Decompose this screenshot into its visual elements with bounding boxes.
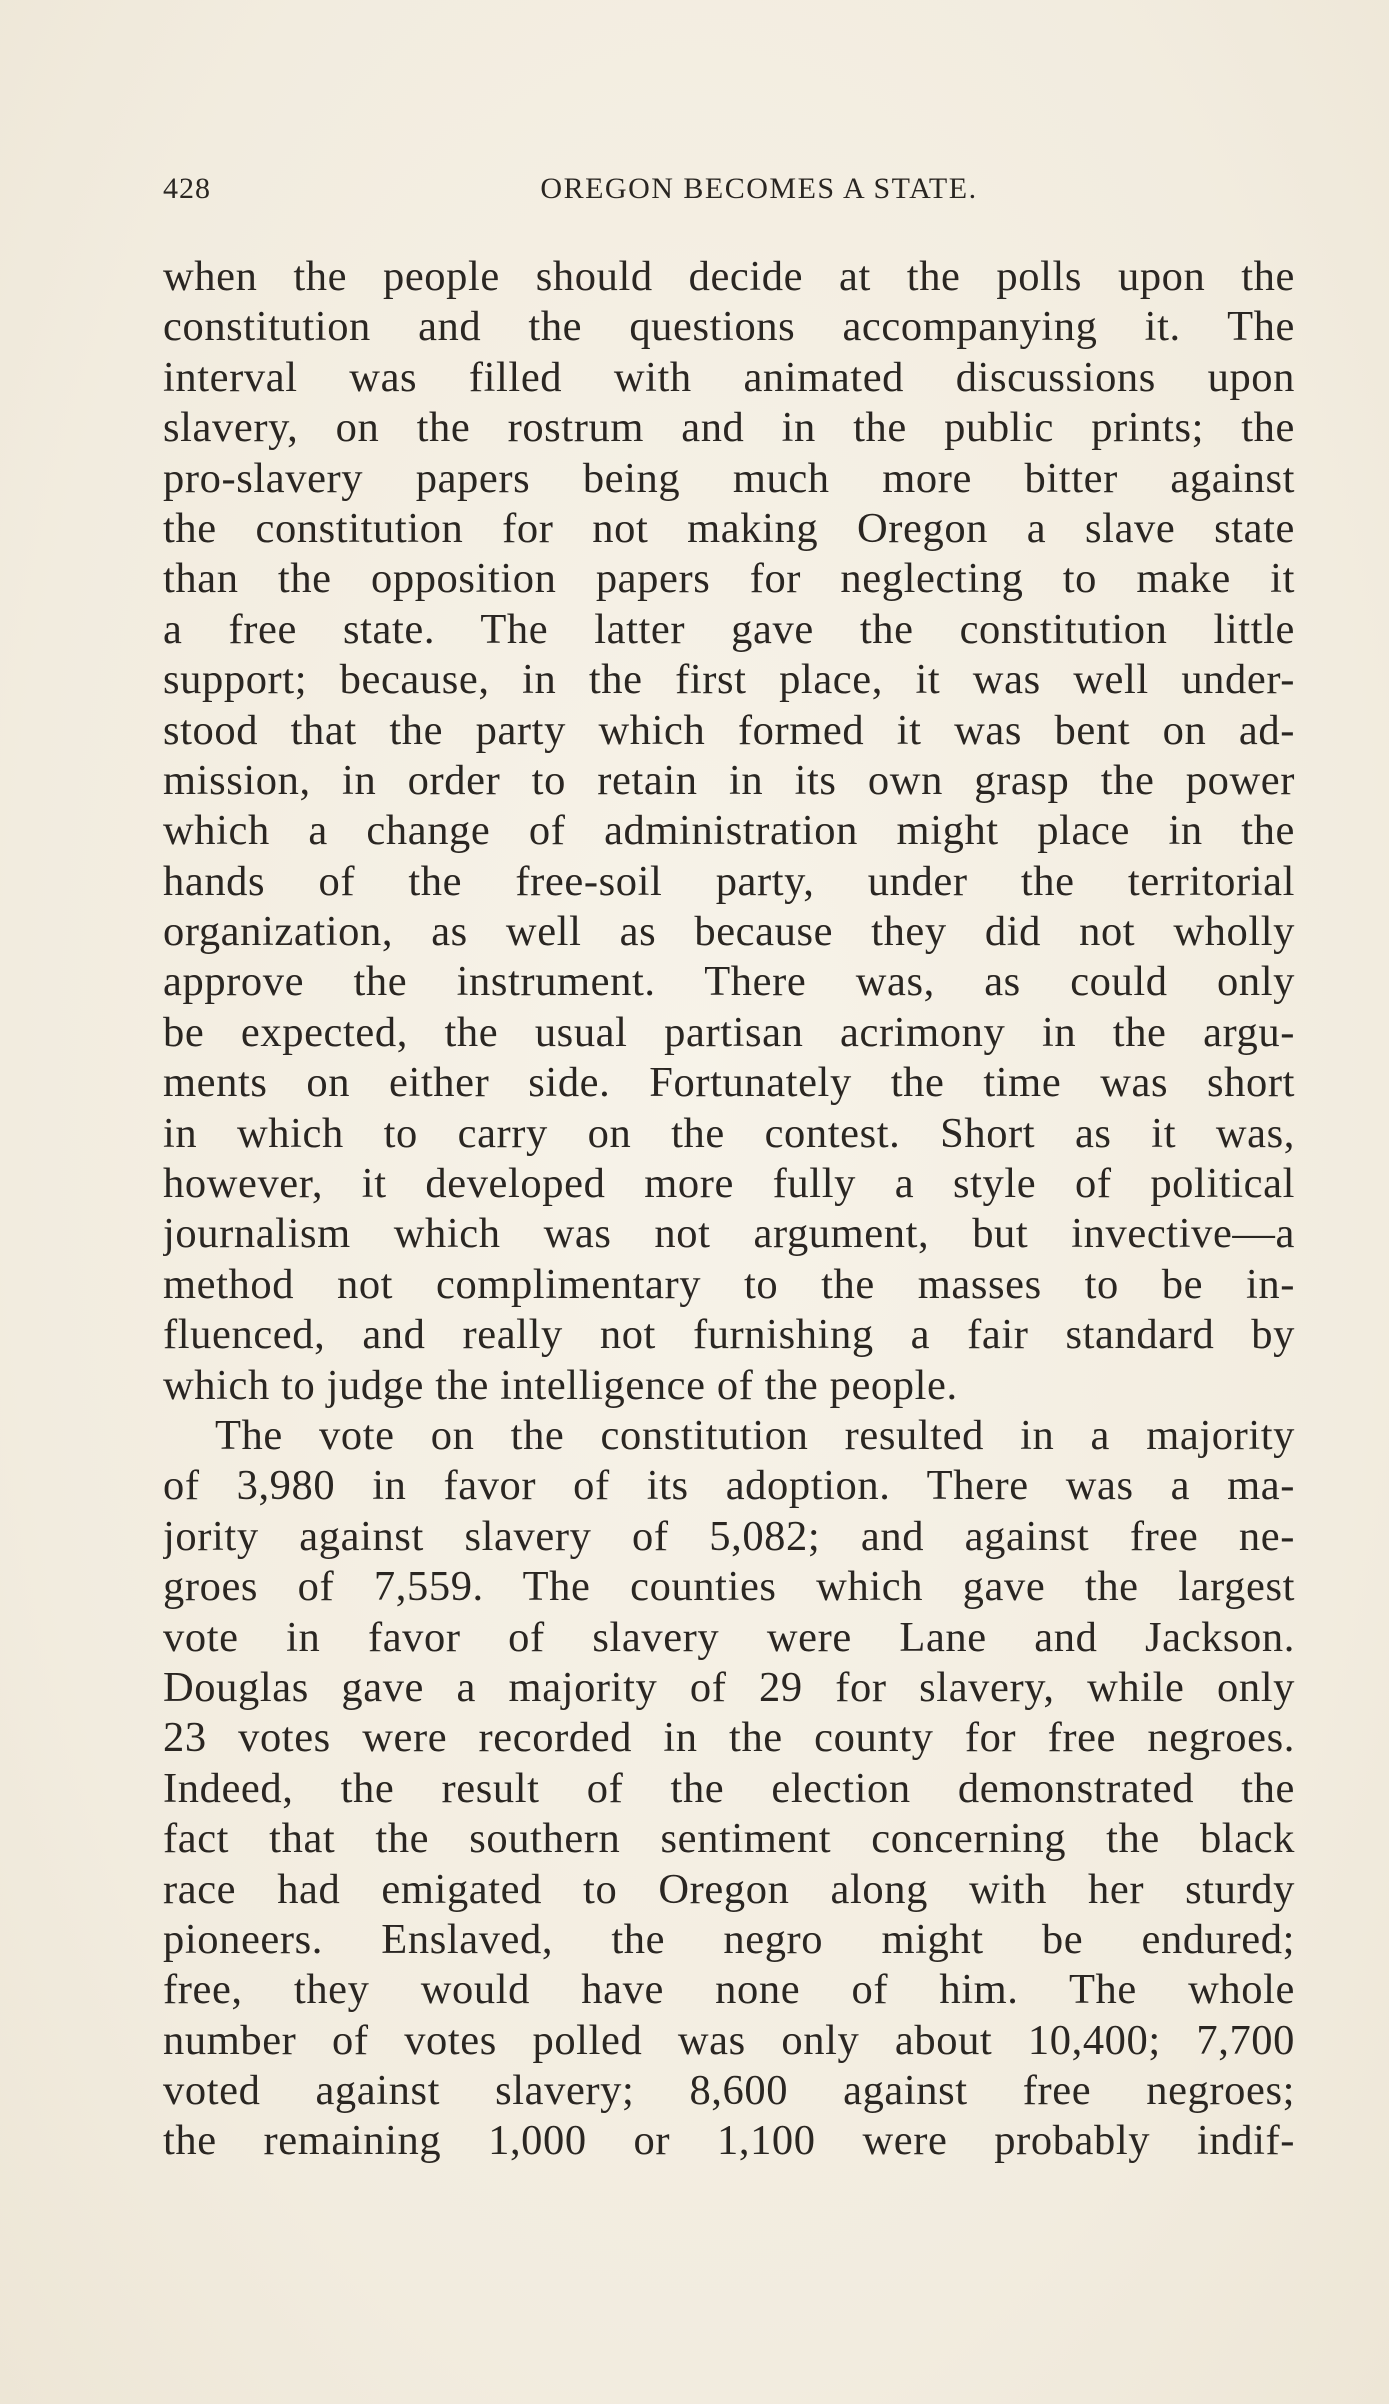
running-head xyxy=(163,172,1295,212)
text-line: groes of 7,559. The counties which gave the largest xyxy=(163,1563,1295,1611)
text-line: Indeed, the result of the election demonstrated the xyxy=(163,1764,1295,1812)
text-line: 23 votes were recorded in the county for free negroes. xyxy=(163,1714,1295,1762)
text-line: interval was filled with animated discussions upon xyxy=(163,353,1295,401)
text-line: the remaining 1,000 or 1,100 were probably indif- xyxy=(163,2117,1295,2165)
text-line: Douglas gave a majority of 29 for slavery, while only xyxy=(163,1663,1295,1711)
text-line: jority against slavery of 5,082; and against free ne- xyxy=(163,1512,1295,1560)
text-line: The vote on the constitution resulted in a majority xyxy=(215,1411,1295,1459)
text-line: ments on either side. Fortunately the time was short xyxy=(163,1059,1295,1107)
text-line: pioneers. Enslaved, the negro might be endured; xyxy=(163,1915,1295,1963)
text-line: be expected, the usual partisan acrimony in the argu- xyxy=(163,1008,1295,1056)
text-line: approve the instrument. There was, as could only xyxy=(163,958,1295,1006)
text-line: stood that the party which formed it was bent on ad- xyxy=(163,706,1295,754)
text-line: which to judge the intelligence of the people. xyxy=(163,1361,958,1409)
text-line: number of votes polled was only about 10,400; 7,700 xyxy=(163,2016,1295,2064)
text-line: organization, as well as because they did not wholly xyxy=(163,908,1295,956)
text-line: of 3,980 in favor of its adoption. There was a ma- xyxy=(163,1462,1295,1510)
text-line: the constitution for not making Oregon a slave state xyxy=(163,504,1295,552)
text-line: mission, in order to retain in its own grasp the power xyxy=(163,756,1295,804)
text-line: fact that the southern sentiment concerning the black xyxy=(163,1815,1295,1863)
text-line: vote in favor of slavery were Lane and Jackson. xyxy=(163,1613,1295,1661)
text-line: race had emigated to Oregon along with her sturdy xyxy=(163,1865,1295,1913)
text-line: a free state. The latter gave the constitution little xyxy=(163,605,1295,653)
text-line: support; because, in the first place, it was well under- xyxy=(163,656,1295,704)
text-line: method not complimentary to the masses to be in- xyxy=(163,1260,1295,1308)
text-line: constitution and the questions accompanying it. The xyxy=(163,303,1295,351)
text-line: however, it developed more fully a style of political xyxy=(163,1160,1295,1208)
text-line: fluenced, and really not furnishing a fair standard by xyxy=(163,1311,1295,1359)
text-line: when the people should decide at the polls upon the xyxy=(163,253,1295,300)
text-line: than the opposition papers for neglecting to make it xyxy=(163,555,1295,603)
body-text xyxy=(163,252,1295,2167)
text-line: in which to carry on the contest. Short as it was, xyxy=(163,1109,1295,1157)
running-title: OREGON BECOMES A STATE. xyxy=(540,172,978,205)
text-line: slavery, on the rostrum and in the public prints; the xyxy=(163,404,1295,452)
text-line: hands of the free-soil party, under the territorial xyxy=(163,857,1295,905)
text-line: free, they would have none of him. The whole xyxy=(163,1966,1295,2014)
text-line: pro-slavery papers being much more bitter against xyxy=(163,454,1295,502)
text-line: which a change of administration might place in the xyxy=(163,807,1295,855)
text-line: journalism which was not argument, but invective—a xyxy=(163,1210,1295,1258)
page-number: 428 xyxy=(163,172,211,205)
text-line: voted against slavery; 8,600 against free negroes; xyxy=(163,2067,1295,2115)
